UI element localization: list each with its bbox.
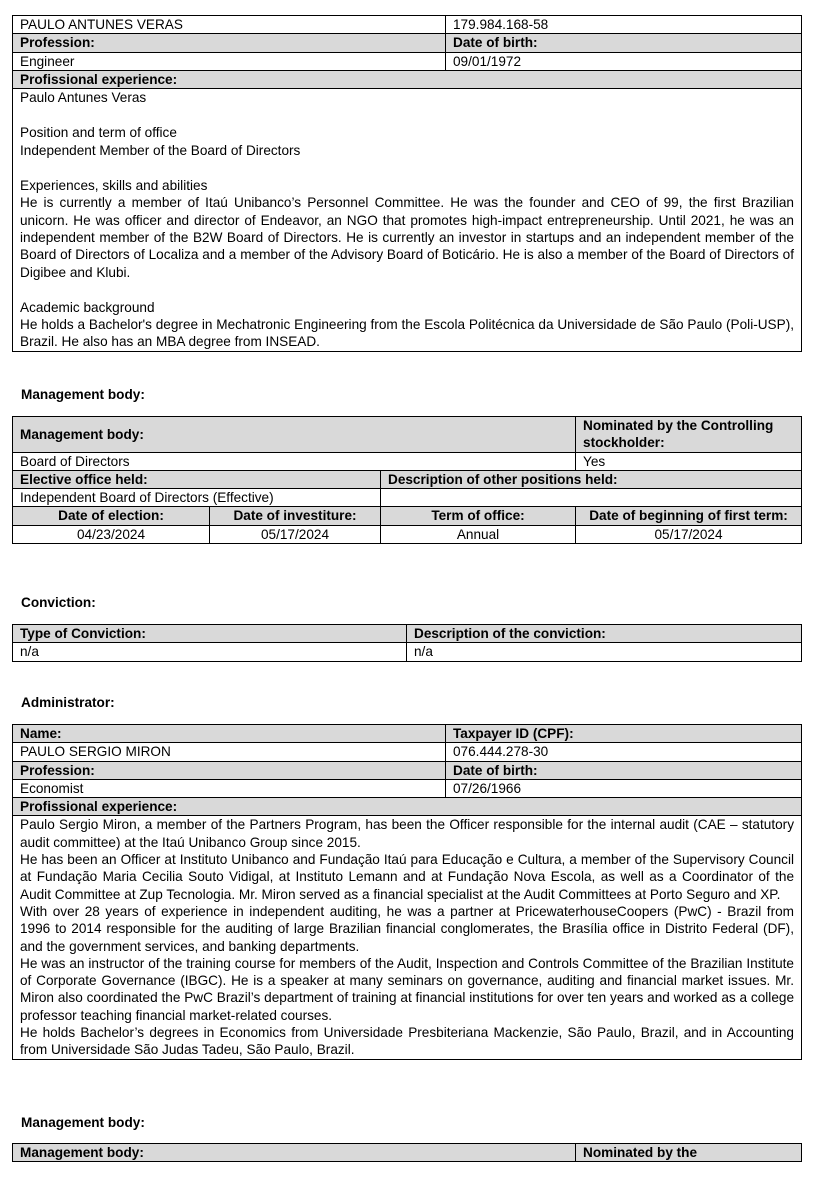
admin-paragraph: He was an instructor of the training course for members of the Audit, Inspection and Controls Committee of the Brazilian Institute of Corporate Governance (IBGC). He is a speaker at many seminars on governance, auditing and financial market issues. Mr. Miron also coordinated the PwC Brazil’s department of training at financial institutions for over ten years and worked as a college professor teaching financial market-related courses. — [20, 955, 794, 1023]
other-positions-label: Description of other positions held: — [381, 470, 802, 488]
academic-text: He holds a Bachelor's degree in Mechatronic Engineering from the Escola Politécnica da Universidade de São Paulo (Poli-USP), Brazil. He also has an MBA degree from INSEAD. — [20, 317, 794, 350]
admin-name: PAULO SERGIO MIRON — [13, 743, 446, 761]
first-term-label: Date of beginning of first term: — [576, 507, 802, 525]
person-table-veras — [12, 15, 802, 352]
admin-experience-label: Profissional experience: — [13, 798, 802, 816]
admin-profession-label: Profession: — [13, 761, 446, 779]
term-label: Term of office: — [381, 507, 576, 525]
investiture-value: 05/17/2024 — [210, 525, 381, 543]
experience-label: Profissional experience: — [13, 70, 802, 88]
conviction-table — [12, 624, 802, 662]
person-name: PAULO ANTUNES VERAS — [13, 16, 446, 34]
election-value: 04/23/2024 — [13, 525, 210, 543]
office-label: Elective office held: — [13, 470, 381, 488]
investiture-label: Date of investiture: — [210, 507, 381, 525]
admin-profession: Economist — [13, 779, 446, 797]
admin-paragraph: Paulo Sergio Miron, a member of the Partners Program, has been the Officer responsible for the internal audit (CAE – statutory audit committee) at the Itaú Unibanco Group since 2015. — [20, 817, 794, 850]
experience-body — [13, 89, 802, 352]
election-label: Date of election: — [13, 507, 210, 525]
conviction-desc-value: n/a — [407, 643, 802, 661]
conviction-type-label: Type of Conviction: — [13, 625, 407, 643]
person-cpf: 179.984.168-58 — [446, 16, 802, 34]
management-body-value: Board of Directors — [13, 452, 576, 470]
academic-title: Academic background — [20, 299, 155, 315]
experience-name: Paulo Antunes Veras — [20, 90, 147, 106]
conviction-type-value: n/a — [13, 643, 407, 661]
birth-value: 09/01/1972 — [446, 52, 802, 70]
nominated-value: Yes — [576, 452, 802, 470]
management-table-2 — [12, 1143, 802, 1162]
management-body-label-2: Management body: — [13, 1144, 576, 1162]
skills-title: Experiences, skills and abilities — [20, 178, 208, 194]
conviction-desc-label: Description of the conviction: — [407, 625, 802, 643]
section-title-conviction: Conviction: — [21, 595, 96, 610]
admin-paragraph: With over 28 years of experience in independent auditing, he was a partner at PricewaterhouseCoopers (PwC) - Brazil from 1996 to 2014 responsible for the auditing of large Brazilian financial conglomerates, the Brasília office in Distrito Federal (DF), and the government services, and banking departments. — [20, 903, 794, 954]
nominated-label-2: Nominated by the — [576, 1144, 802, 1162]
admin-cpf-label: Taxpayer ID (CPF): — [446, 725, 802, 743]
profession-value: Engineer — [13, 52, 446, 70]
administrator-table — [12, 724, 802, 1060]
section-title-administrator: Administrator: — [21, 695, 115, 710]
section-title-management: Management body: — [21, 387, 145, 402]
term-value: Annual — [381, 525, 576, 543]
skills-text: He is currently a member of Itaú Unibanco’s Personnel Committee. He was the founder and CEO of 99, the first Brazilian unicorn. He was officer and director of Endeavor, an NGO that promotes high-impact entrepreneurship. Until 2021, he was an independent member of the B2W Board of Directors. He is currently an investor in startups and an independent member of the Board of Directors of Localiza and a member of the Advisory Board of Boticário. He is also a member of the Board of Directors of Digibee and Klubi. — [20, 195, 794, 280]
admin-birth: 07/26/1966 — [446, 779, 802, 797]
section-title-management-2: Management body: — [21, 1115, 145, 1130]
admin-cpf: 076.444.278-30 — [446, 743, 802, 761]
office-value: Independent Board of Directors (Effective) — [13, 489, 381, 507]
admin-paragraph: He holds Bachelor’s degrees in Economics from Universidade Presbiteriana Mackenzie, São Paulo, Brazil, and in Accounting from Universidade São Judas Tadeu, São Paulo, Brazil. — [20, 1025, 794, 1058]
first-term-value: 05/17/2024 — [576, 525, 802, 543]
nominated-label: Nominated by the Controlling stockholder: — [576, 417, 802, 453]
management-body-label: Management body: — [13, 417, 576, 453]
admin-name-label: Name: — [13, 725, 446, 743]
position-value: Independent Member of the Board of Directors — [20, 142, 301, 158]
birth-label: Date of birth: — [446, 34, 802, 52]
other-positions-value — [381, 489, 802, 507]
management-table — [12, 416, 802, 544]
admin-birth-label: Date of birth: — [446, 761, 802, 779]
position-title: Position and term of office — [20, 125, 177, 141]
profession-label: Profession: — [13, 34, 446, 52]
admin-experience-body — [13, 816, 802, 1059]
admin-paragraph: He has been an Officer at Instituto Unibanco and Fundação Itaú para Educação e Cultura, a member of the Supervisory Council at Fundação Maria Cecilia Souto Vidigal, at Instituto Lemann and at Fundação Nova Escola, as well as a Coordinator of the Audit Committee at Zup Tecnologia. Mr. Miron served as a financial specialist at the Audit Committees at Porto Seguro and XP. — [20, 852, 794, 902]
